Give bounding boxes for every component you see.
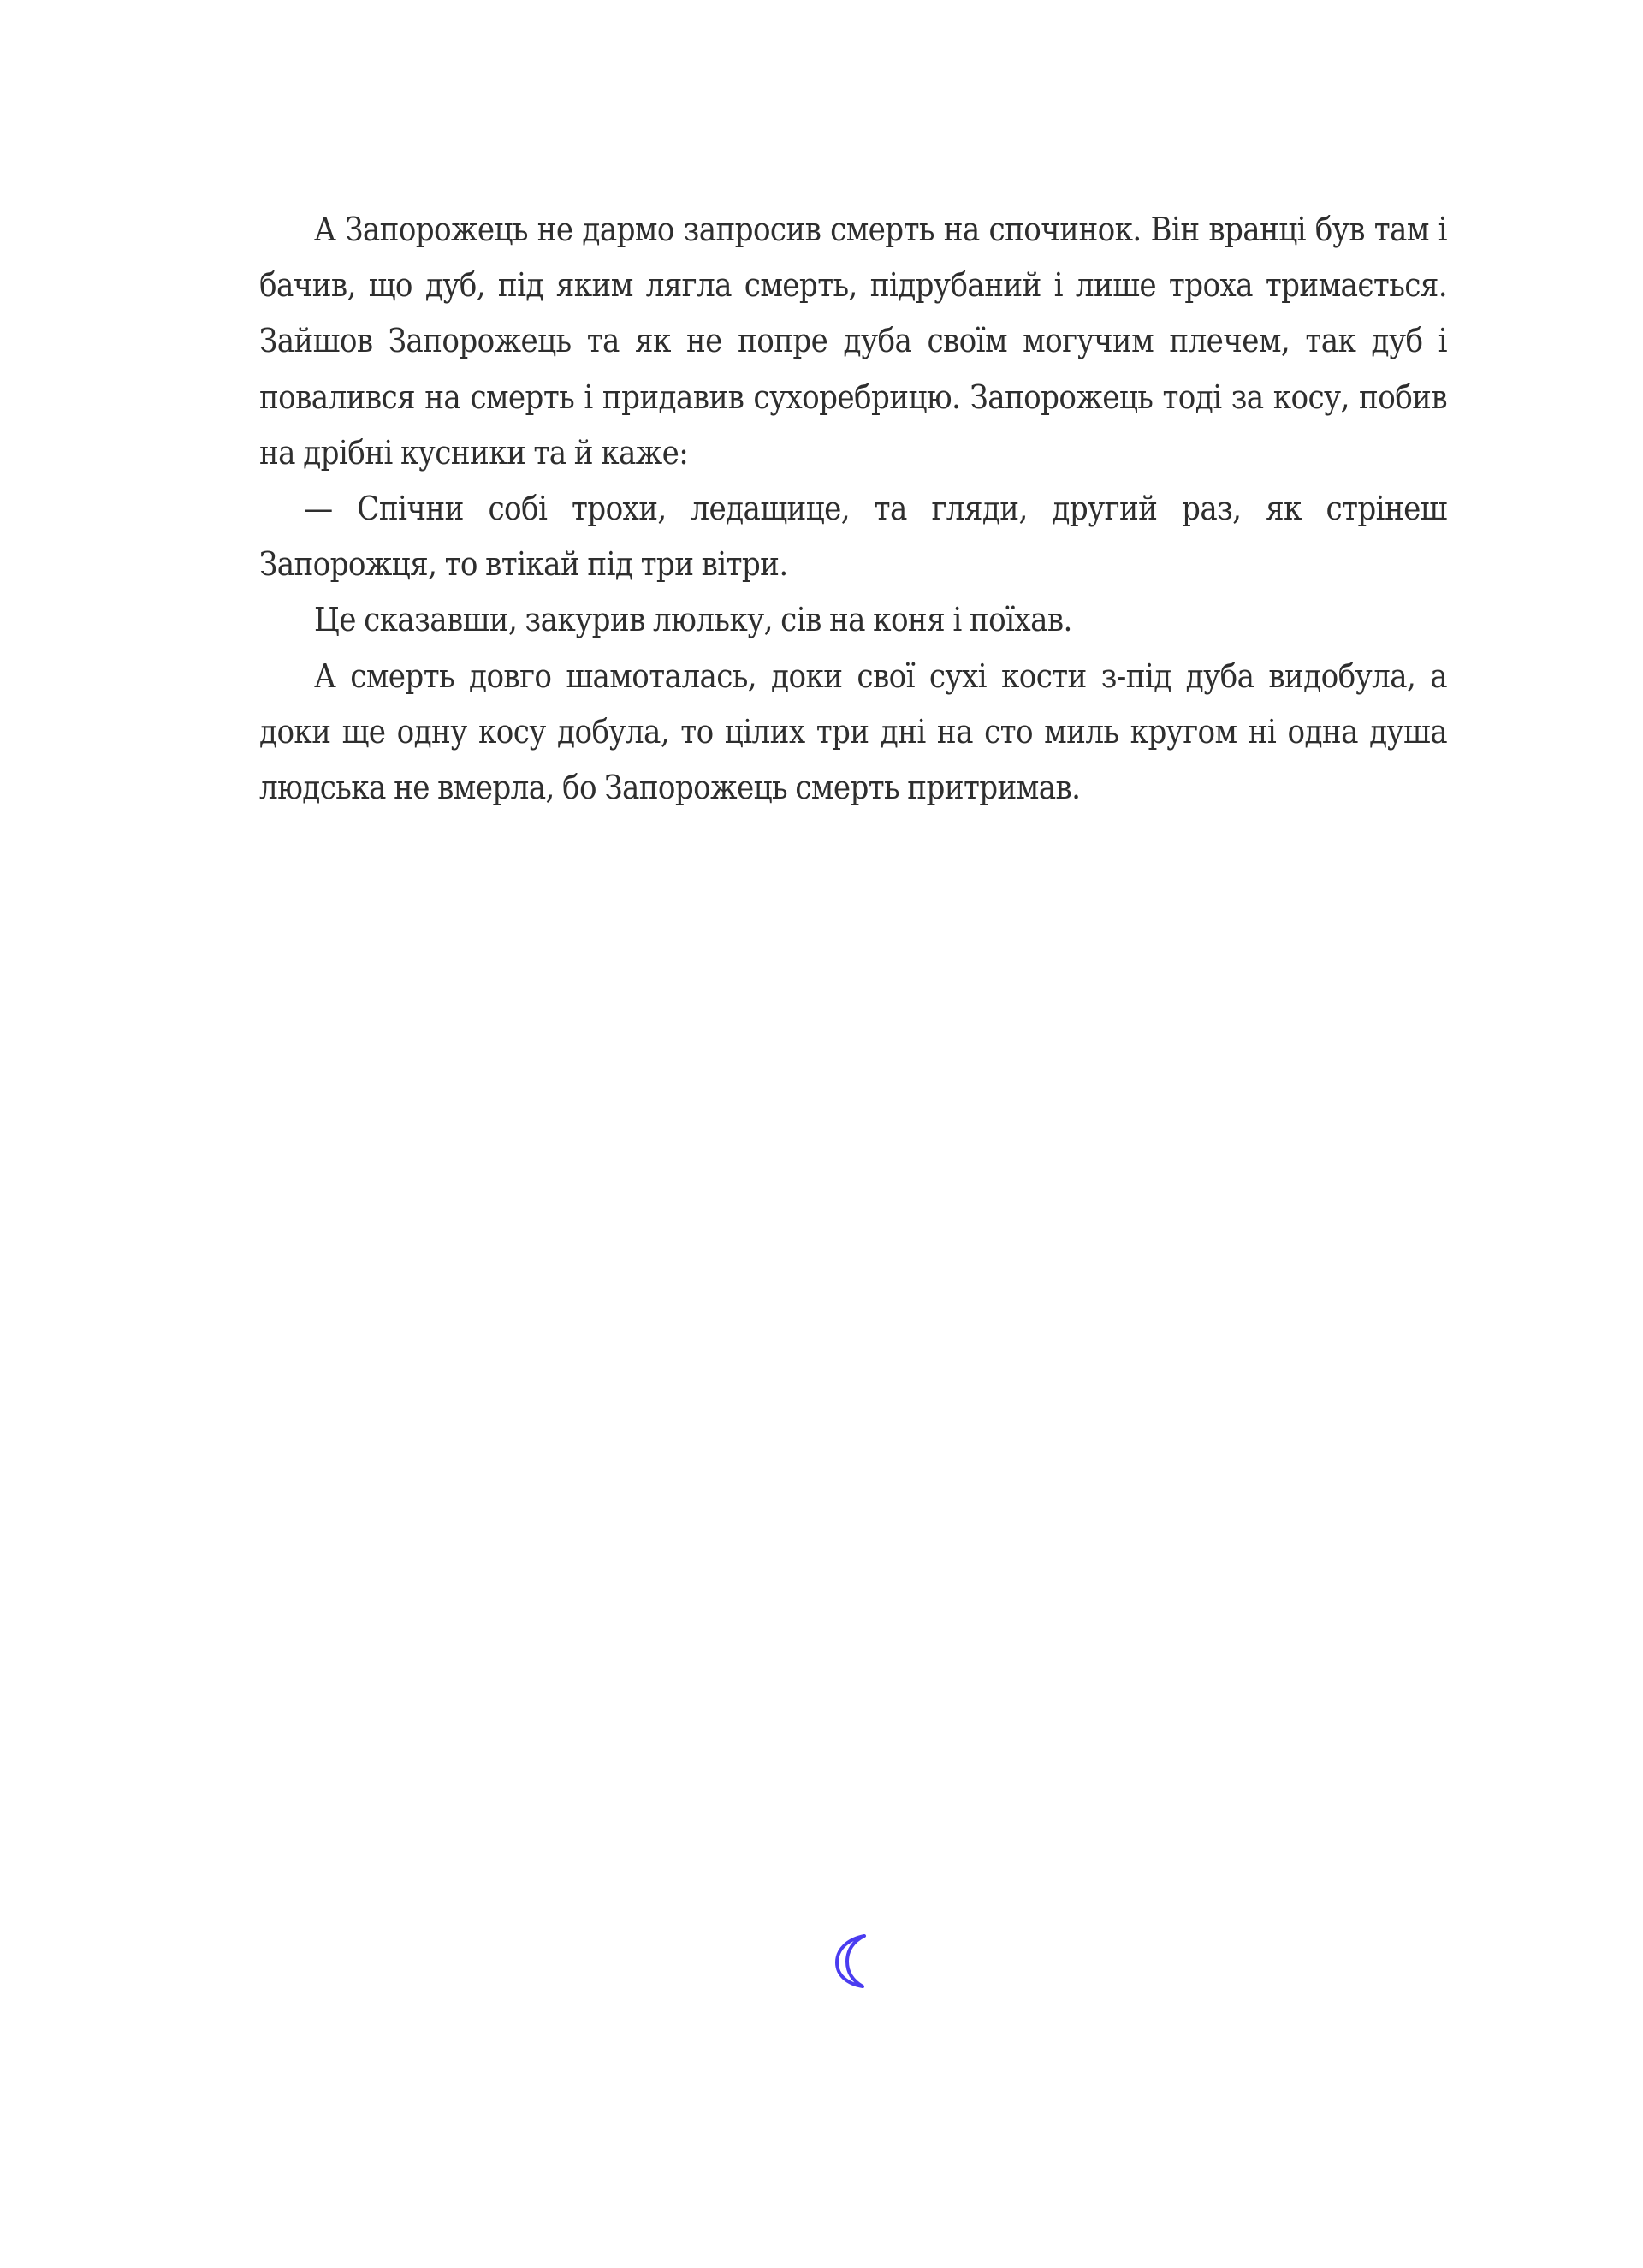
paragraph-1: А Запорожець не дармо запросив смерть на спочинок. Він вранці був там і бачив, що дуб, під яким лягла смерть, підрубаний і лише троха тримається. Зайшов Запорожець та як не попре дуба своїм могучим плечем, так дуб і повалився на смерть і придавив сухоребрицю. Запорожець тоді за косу, побив на дрібні кусники та й каже: <box>259 211 1447 472</box>
paragraph-4: А смерть довго шамоталась, доки свої сухі кости з-під дуба видобула, а доки ще одну косу добула, то цілих три дні на сто миль кругом ні одна душа людська не вмерла, бо Запорожець смерть притримав. <box>259 656 1447 807</box>
story-text <box>259 202 1447 816</box>
paragraph-2-dialogue: — Спічни собі трохи, ледащице, та гляди, другий раз, як стрінеш Запорожця, то втікай під три вітри. <box>259 490 1447 584</box>
crescent-moon-icon <box>827 1933 871 1989</box>
paragraph-3: Це сказавши, закурив люльку, сів на коня і поїхав. <box>314 601 1072 639</box>
